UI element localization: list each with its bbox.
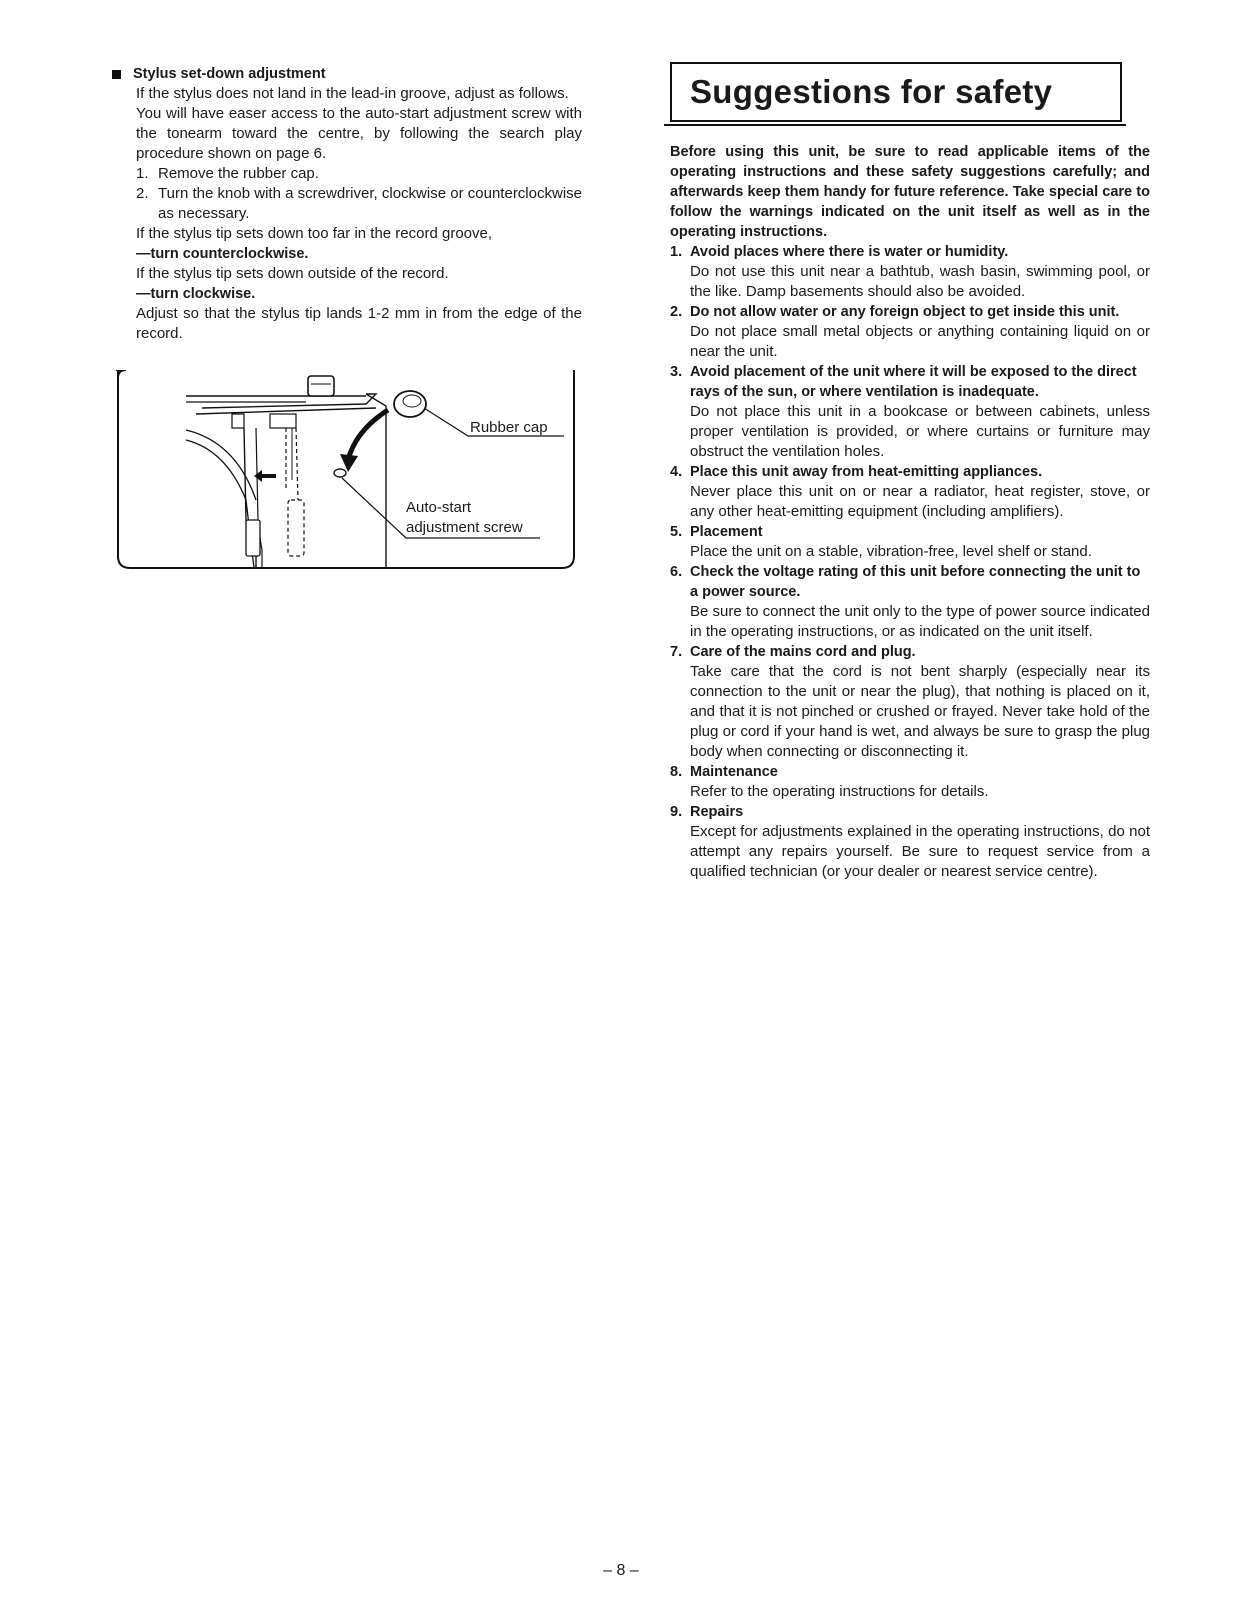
safety-item-3	[670, 362, 1150, 462]
access-paragraph: You will have easer access to the auto-start adjustment screw with the tonearm toward the centre, by following the search play procedure shown on page 6.	[136, 105, 582, 162]
item-heading: Avoid places where there is water or humidity.	[690, 244, 1009, 260]
safety-item-8	[670, 762, 1150, 802]
step-number: 1.	[136, 165, 149, 182]
safety-title-box	[670, 62, 1122, 122]
item-description: Refer to the operating instructions for details.	[690, 783, 989, 800]
item-heading: Check the voltage rating of this unit before connecting the unit to a power source.	[690, 564, 1141, 600]
adjust-paragraph: Adjust so that the stylus tip lands 1-2 mm in from the edge of the record.	[136, 305, 582, 342]
item-number: 2.	[670, 304, 683, 320]
square-bullet-icon	[112, 70, 121, 79]
step-text: Turn the knob with a screwdriver, clockwise or counterclockwise as necessary.	[158, 185, 582, 222]
turntable-drawing	[116, 370, 578, 570]
item-number: 1.	[670, 244, 683, 260]
safety-title: Suggestions for safety	[690, 73, 1053, 110]
step-2	[136, 184, 582, 224]
item-heading: Placement	[690, 524, 763, 540]
screw-label-line1: Auto-start	[406, 499, 472, 516]
safety-item-2	[670, 302, 1150, 362]
safety-item-6	[670, 562, 1150, 642]
item-heading: Place this unit away from heat-emitting appliances.	[690, 464, 1043, 480]
page-number: – 8 –	[603, 1562, 639, 1579]
turntable-illustration	[116, 370, 578, 570]
item-number: 5.	[670, 524, 683, 540]
item-description: Never place this unit on or near a radiator, heat register, stove, or any other heat-emitting equipment (including amplifiers).	[690, 483, 1150, 520]
step-text: Remove the rubber cap.	[158, 165, 319, 182]
item-number: 3.	[670, 364, 683, 380]
turn-clockwise: —turn clockwise.	[136, 286, 256, 302]
outside-paragraph: If the stylus tip sets down outside of the record.	[136, 265, 449, 282]
safety-item-4	[670, 462, 1150, 522]
item-number: 4.	[670, 464, 683, 480]
step-number: 2.	[136, 185, 149, 202]
item-heading: Care of the mains cord and plug.	[690, 644, 916, 660]
title-rule	[664, 124, 1126, 126]
item-description: Take care that the cord is not bent sharply (especially near its connection to the unit or near the plug), that nothing is placed on it, and that it is not pinched or crushed or frayed. Never take hold of the plug or cord if your hand is wet, and always be sure to grasp the plug body when connecting or disconnecting it.	[690, 663, 1150, 760]
item-number: 7.	[670, 644, 683, 660]
item-description: Place the unit on a stable, vibration-free, level shelf or stand.	[690, 543, 1092, 560]
safety-item-5	[670, 522, 1150, 562]
item-number: 8.	[670, 764, 683, 780]
item-heading: Repairs	[690, 804, 744, 820]
screw-label-line2: adjustment screw	[406, 519, 523, 536]
item-heading: Avoid placement of the unit where it will be exposed to the direct rays of the sun, or where ventilation is inadequate.	[690, 364, 1137, 400]
turn-counterclockwise: —turn counterclockwise.	[136, 246, 309, 262]
step-1	[136, 164, 582, 184]
rubber-cap-label: Rubber cap	[470, 419, 548, 436]
heading-text: Stylus set-down adjustment	[133, 66, 326, 82]
item-description: Do not use this unit near a bathtub, wash basin, swimming pool, or the like. Damp basements should also be avoided.	[690, 263, 1150, 300]
safety-item-9	[670, 802, 1150, 882]
stylus-adjustment-section	[112, 64, 582, 344]
item-description: Do not place small metal objects or anything containing liquid on or near the unit.	[690, 323, 1150, 360]
section-heading	[112, 64, 582, 84]
item-number: 9.	[670, 804, 683, 820]
safety-item-1	[670, 242, 1150, 302]
safety-item-7	[670, 642, 1150, 762]
intro-paragraph: If the stylus does not land in the lead-in groove, adjust as follows.	[136, 85, 569, 102]
item-description: Except for adjustments explained in the operating instructions, do not attempt any repairs yourself. Be sure to request service from a qualified technician (or your dealer or nearest service centre).	[690, 823, 1150, 880]
safety-intro: Before using this unit, be sure to read applicable items of the operating instructions and these safety suggestions carefully; and afterwards keep them handy for future reference. Take special care to follow the warnings indicated on the unit itself as well as in the operating instructions.	[670, 144, 1150, 240]
item-heading: Maintenance	[690, 764, 778, 780]
item-number: 6.	[670, 564, 683, 580]
too-far-paragraph: If the stylus tip sets down too far in the record groove,	[136, 225, 493, 242]
item-description: Be sure to connect the unit only to the type of power source indicated in the operating instructions, or as indicated on the unit itself.	[690, 603, 1150, 640]
item-description: Do not place this unit in a bookcase or between cabinets, unless proper ventilation is provided, or where curtains or furniture may obstruct the ventilation holes.	[690, 403, 1150, 460]
safety-section	[670, 62, 1150, 882]
item-heading: Do not allow water or any foreign object to get inside this unit.	[690, 304, 1120, 320]
